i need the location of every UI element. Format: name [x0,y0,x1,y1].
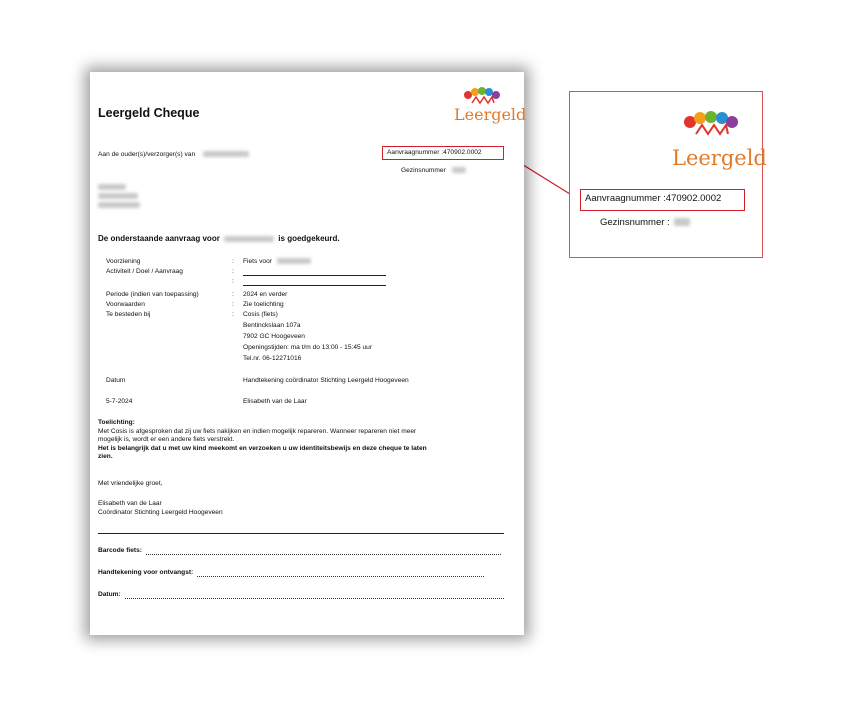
row-line-2 [243,275,386,276]
leergeld-logo [454,87,527,124]
receipt-signature-field: Handtekening voor ontvangst: [98,569,484,577]
redacted-child-name [224,236,274,242]
zoom-callout [569,91,767,258]
redacted-voorziening-name [277,258,311,264]
closing-name: Elisabeth van de Laar [98,500,162,507]
zoom-logo-wordmark: Leergeld [672,146,767,170]
row-label-6: Te besteden bij [106,311,151,318]
gezinsnummer: Gezinsnummer [401,167,466,175]
logo-wordmark: Leergeld [454,105,527,124]
approval-heading: De onderstaande aanvraag voor is goedgekeurd. [98,234,340,243]
redacted-name [203,151,249,157]
zoom-aanvraagnummer: Aanvraagnummer :470902.0002 [585,193,722,204]
address-line-2: 7902 GC Hoogeveen [243,333,305,340]
document-title: Leergeld Cheque [98,106,200,120]
row-value-4: 2024 en verder [243,291,288,298]
datum-label: Datum [106,377,126,384]
row-label-4: Periode (indien van toepassing) [106,291,199,298]
zoom-redacted-gezinsnummer [674,218,690,226]
zoom-gezinsnummer: Gezinsnummer : [600,217,690,229]
row-line-3 [243,285,386,286]
date-value: 5-7-2024 [106,398,133,405]
signer-name: Elisabeth van de Laar [243,398,307,405]
signature-label: Handtekening coördinator Stichting Leergeld Hoogeveen [243,377,409,384]
greeting: Met vriendelijke groet, [98,480,163,487]
zoom-leergeld-logo-icon [682,110,740,136]
row-value-6: Cosis (fiets) [243,311,278,318]
toelichting-bold-1: Het is belangrijk dat u met uw kind meekomt en verzoeken u uw identiteitsbewijs en deze cheque te laten [98,445,427,452]
separator-line [98,533,504,534]
aanvraagnummer: Aanvraagnummer :470902.0002 [387,149,482,156]
closing-role: Coördinator Stichting Leergeld Hoogeveen [98,509,223,516]
barcode-field: Barcode fiets: [98,547,501,555]
toelichting-line-2: mogelijk is, wordt er een andere fiets verstrekt. [98,436,235,443]
address-line-3: Openingstijden: ma t/m do 13:00 - 15:45 uur [243,344,373,351]
row-label-2: Activiteit / Doel / Aanvraag [106,268,183,275]
row-value-1: Fiets voor [243,258,311,266]
row-value-5: Zie toelichting [243,301,284,308]
leergeld-logo-icon [462,87,504,105]
address-line-4: Tel.nr. 06-12271016 [243,355,302,362]
address-line-1: Bentinckslaan 107a [243,322,301,329]
row-label-1: Voorziening [106,258,141,265]
cheque-document: Leergeld Cheque Leergeld Aan de ouder(s)/verzorger(s) van Aanvraagnummer :470902.0002 Gezinsnummer De onderstaande aanvraag voor is goedgekeurd. Voorziening : Fiets voor Activiteit / Doel / Aanvraag : : Periode (indien van toepassing) : 2024 en verder Voorwaarden : Zie toelichting Te besteden bij : Cosis (fiets) Bentinckslaan 107a 7902 GC Hoogeveen Openingstijden: ma t/m do 13:00 - 15:45 uur Tel.nr. 06-12271016 Datum Handtekening coördinator Stichting Leergeld Hoogeveen 5-7-2024 Elisabeth van de Laar Toelichting: Met Cosis is afgesproken dat zij uw fiets nakijken en indien mogelijk repareren. Wanneer repareren niet meer mogelijk is, wordt er een andere fiets verstrekt. Het is belangrijk dat u met uw kind meekomt en verzoeken u uw identiteitsbewijs en deze cheque te laten zien. Met vriendelijke groet, Elisabeth van de Laar Coördinator Stichting Leergeld Hoogeveen Barcode fiets: Handtekening voor ontvangst: Datum: [90,72,524,635]
toelichting-title: Toelichting: [98,419,135,426]
toelichting-bold-2: zien. [98,453,113,460]
zoom-leergeld-logo [682,110,740,136]
redacted-gezinsnummer [452,167,466,173]
recipient-label: Aan de ouder(s)/verzorger(s) van [98,151,249,159]
toelichting-line-1: Met Cosis is afgesproken dat zij uw fiets nakijken en indien mogelijk repareren. Wanneer repareren niet meer [98,428,417,435]
date-field: Datum: [98,591,504,599]
row-label-5: Voorwaarden [106,301,145,308]
